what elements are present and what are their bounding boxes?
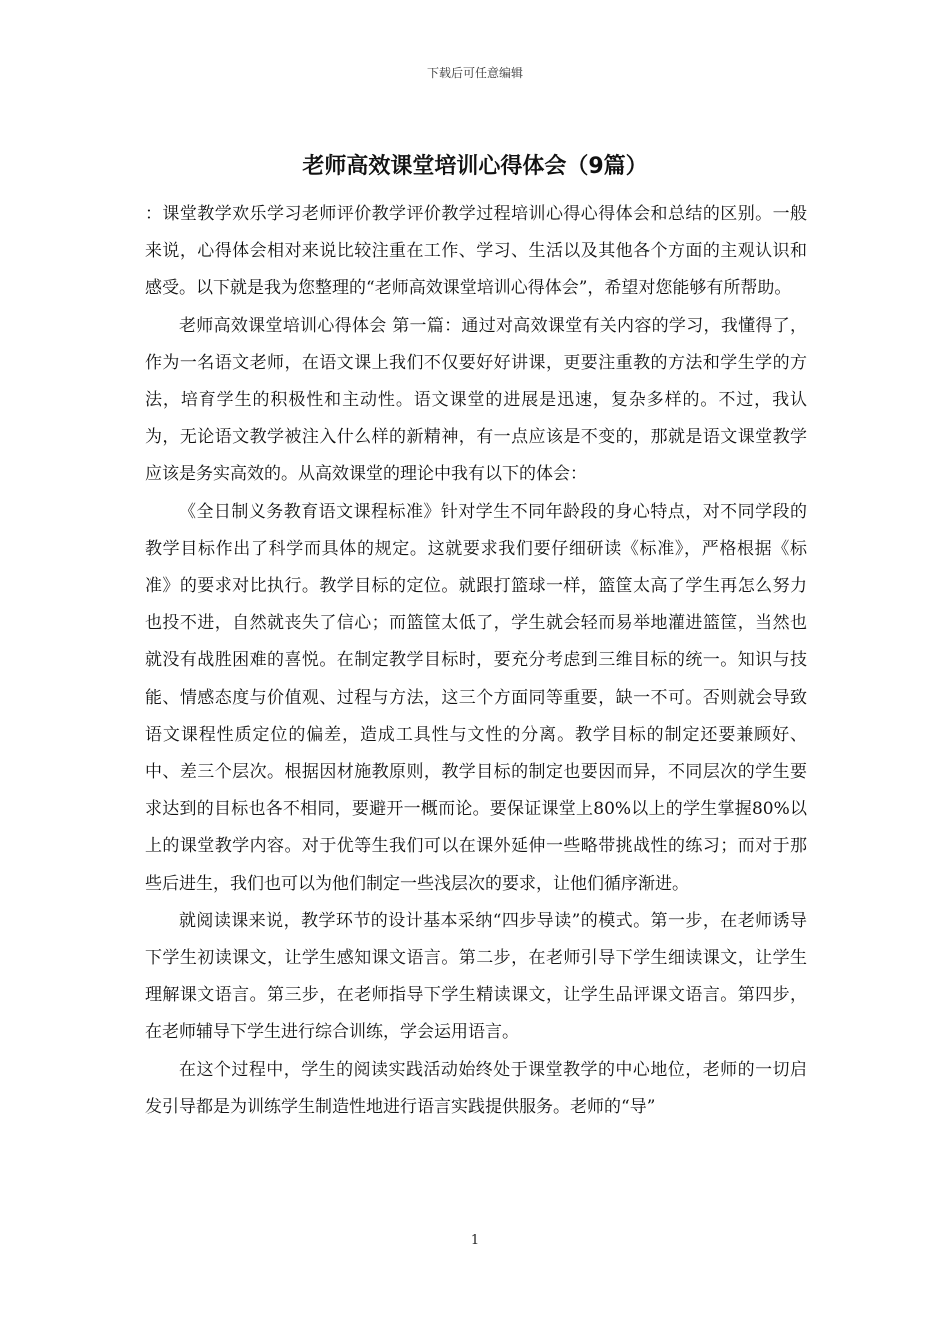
paragraph: 就阅读课来说，教学环节的设计基本采纳“四步导读”的模式。第一步，在老师诱导下学生初读课文，让学生感知课文语言。第二步，在老师引导下学生细读课文，让学生理解课文语言。第三步，在老师指导下学生精读课文，让学生品评课文语言。第四步，在老师辅导下学生进行综合训练，学会运用语言。: [145, 910, 807, 1043]
header-note: 下载后可任意编辑: [426, 66, 523, 80]
paragraph-intro: ：课堂教学欢乐学习老师评价教学评价教学过程培训心得心得体会和总结的区别。一般来说，心得体会相对来说比较注重在工作、学习、生活以及其他各个方面的主观认识和感受。以下就是我为您整理的“老师高效课堂培训心得体会”，希望对您能够有所帮助。: [145, 204, 807, 299]
paragraph: 《全日制义务教育语文课程标准》针对学生不同年龄段的身心特点，对不同学段的教学目标作出了科学而具体的规定。这就要求我们要仔细研读《标准》，严格根据《标准》的要求对比执行。教学目标的定位。就跟打篮球一样，篮筐太高了学生再怎么努力也投不进，自然就丧失了信心；而篮筐太低了，学生就会轻而易举地灌进篮筐，当然也就没有战胜困难的喜悦。在制定教学目标时，要充分考虑到三维目标的统一。知识与技能、情感态度与价值观、过程与方法，这三个方面同等重要，缺一不可。否则就会导致语文课程性质定位的偏差，造成工具性与文性的分离。教学目标的制定还要兼顾好、中、差三个层次。根据因材施教原则，教学目标的制定也要因而异，不同层次的学生要求达到的目标也各不相同，要避开一概而论。要保证课堂上80%以上的学生掌握80%以上的课堂教学内容。对于优等生我们可以在课外延伸一些略带挑战性的练习；而对于那些后进生，我们也可以为他们制定一些浅层次的要求，让他们循序渐进。: [145, 501, 807, 894]
document-title: 老师高效课堂培训心得体会（9篇）: [302, 154, 648, 179]
page-number: 1: [470, 1233, 480, 1248]
paragraph: 在这个过程中，学生的阅读实践活动始终处于课堂教学的中心地位，老师的一切启发引导都是为训练学生制造性地进行语言实践提供服务。老师的“导”: [145, 1059, 807, 1117]
paragraph: 老师高效课堂培训心得体会 第一篇：通过对高效课堂有关内容的学习，我懂得了，作为一名语文老师，在语文课上我们不仅要好好讲课，更要注重教的方法和学生学的方法，培育学生的积极性和主动性。语文课堂的进展是迅速，复杂多样的。不过，我认为，无论语文教学被注入什么样的新精神，有一点应该是不变的，那就是语文课堂教学应该是务实高效的。从高效课堂的理论中我有以下的体会：: [145, 315, 807, 485]
document-body: [145, 196, 807, 1126]
